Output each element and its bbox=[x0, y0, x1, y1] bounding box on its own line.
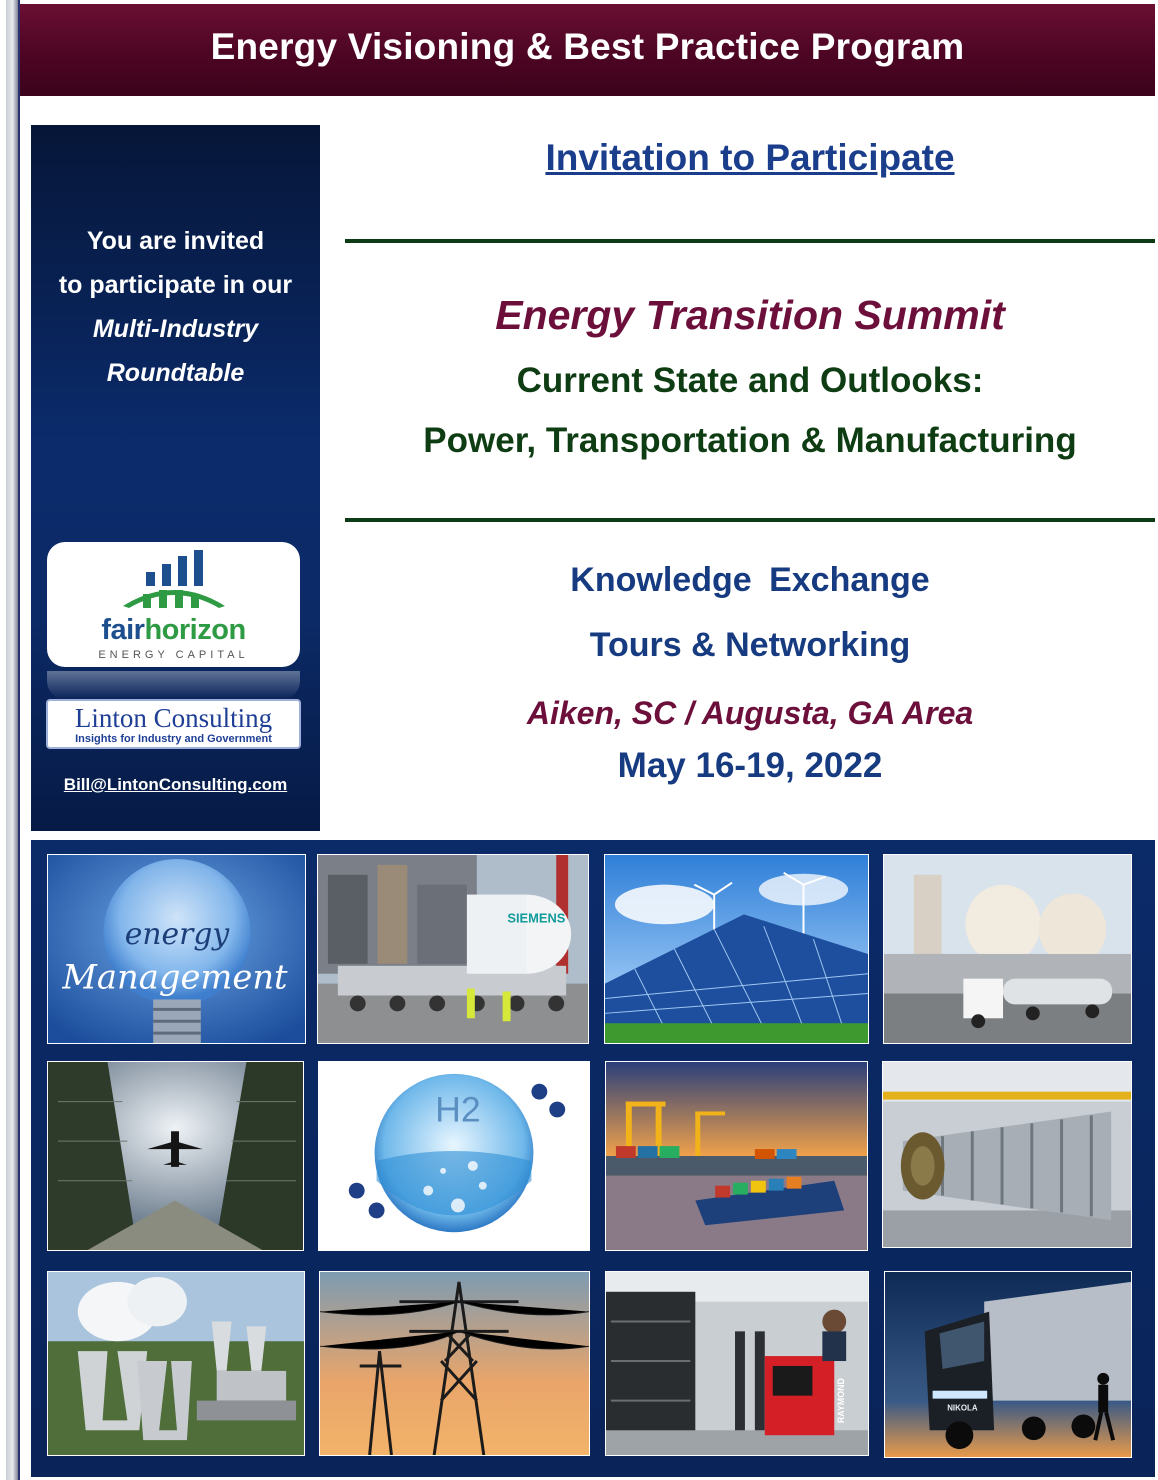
horizon-arc-icon bbox=[121, 580, 227, 610]
photo-hydrogen-h2 bbox=[318, 1061, 590, 1251]
wordmark-horizon: horizon bbox=[144, 614, 246, 646]
forklift-label: RAYMOND bbox=[836, 1378, 847, 1424]
photo-power-transmission-tower bbox=[319, 1271, 590, 1456]
photo-warehouse-forklift bbox=[605, 1271, 869, 1456]
event-date: May 16-19, 2022 bbox=[617, 746, 883, 785]
photo-siemens-turbine-transport bbox=[317, 854, 589, 1044]
divider-top bbox=[345, 239, 1155, 243]
invite-line-3: Multi-Industry bbox=[92, 315, 259, 343]
photo-nuclear-plant bbox=[47, 1271, 305, 1456]
program-header bbox=[20, 4, 1155, 96]
summit-subtitle-1: Current State and Outlooks: bbox=[516, 361, 984, 400]
program-title: Energy Visioning & Best Practice Program bbox=[210, 26, 965, 67]
bulb-word-energy: energy bbox=[124, 917, 230, 953]
summit-title: Energy Transition Summit bbox=[495, 292, 1005, 338]
invitation-sidebar bbox=[31, 125, 320, 831]
linton-tagline: Insights for Industry and Government bbox=[75, 733, 272, 745]
activity-knowledge-exchange: Knowledge Exchange bbox=[570, 561, 930, 599]
logo-reflection bbox=[47, 671, 300, 699]
photo-solar-wind bbox=[604, 854, 869, 1044]
left-border-rule bbox=[6, 0, 20, 1480]
invite-line-4: Roundtable bbox=[106, 359, 245, 387]
wordmark-fair: fair bbox=[101, 614, 145, 646]
summit-subtitle-2: Power, Transportation & Manufacturing bbox=[423, 421, 1077, 460]
photo-airplane-buildings bbox=[47, 1061, 304, 1251]
fairhorizon-logo bbox=[47, 542, 300, 667]
truck-label: NIKOLA bbox=[947, 1403, 978, 1413]
siemens-label: SIEMENS bbox=[507, 910, 566, 926]
invitation-title: Invitation to Participate bbox=[545, 137, 955, 178]
photo-lng-truck-tanks bbox=[883, 854, 1132, 1044]
photo-gallery bbox=[31, 840, 1155, 1477]
linton-name: Linton Consulting bbox=[74, 703, 273, 733]
invite-line-2: to participate in our bbox=[58, 271, 293, 299]
photo-container-port bbox=[605, 1061, 868, 1251]
linton-consulting-logo bbox=[46, 699, 301, 749]
photo-energy-management-bulb bbox=[47, 854, 306, 1044]
invite-line-1: You are invited bbox=[86, 227, 265, 255]
contact-email-link[interactable]: Bill@LintonConsulting.com bbox=[63, 775, 288, 794]
h2-label: H2 bbox=[435, 1089, 481, 1130]
bulb-word-management: Management bbox=[62, 957, 288, 997]
photo-electric-truck bbox=[884, 1271, 1132, 1458]
activity-tours-networking: Tours & Networking bbox=[589, 626, 911, 664]
divider-bottom bbox=[345, 518, 1155, 522]
fairhorizon-subtitle: ENERGY CAPITAL bbox=[98, 649, 249, 661]
photo-gas-turbine-rotor bbox=[882, 1061, 1132, 1248]
invitation-message bbox=[31, 219, 320, 395]
fairhorizon-wordmark bbox=[47, 614, 300, 647]
event-location: Aiken, SC / Augusta, GA Area bbox=[526, 695, 974, 731]
event-details bbox=[345, 125, 1155, 831]
